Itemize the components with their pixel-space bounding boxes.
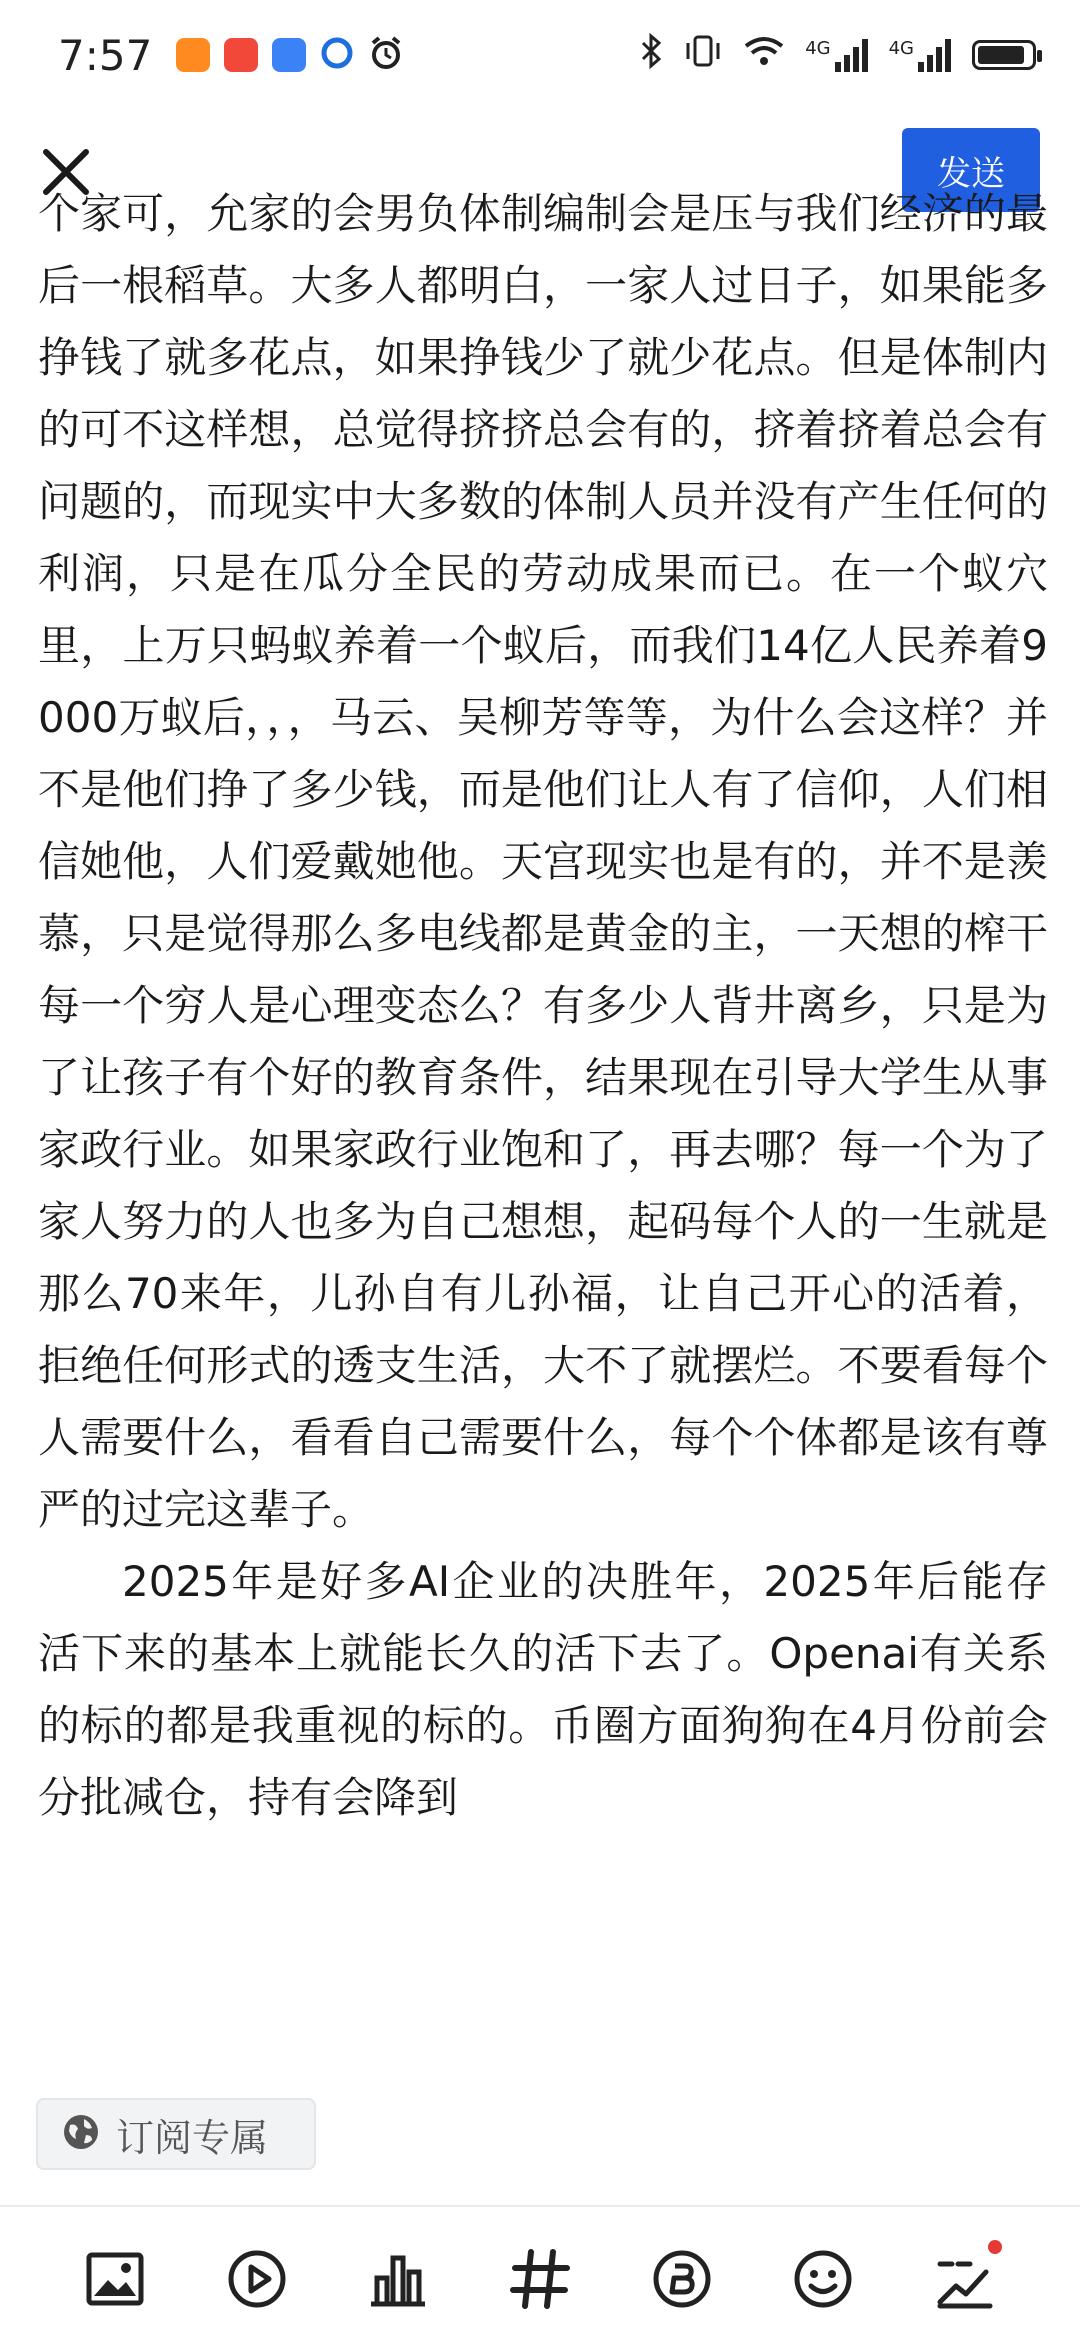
app-notification-icon — [272, 38, 306, 72]
image-icon — [82, 2246, 148, 2312]
alarm-icon — [368, 35, 404, 75]
hashtag-icon — [507, 2246, 573, 2312]
compose-toolbar — [0, 2218, 1080, 2340]
battery-level — [978, 46, 1024, 64]
trend-icon — [932, 2246, 998, 2312]
globe-icon — [62, 2113, 100, 2155]
editor-paragraph: 2025年是好多AI企业的决胜年，2025年后能存活下来的基本上就能长久的活下去了。Openai有关系的标的都是我重视的标的。币圈方面狗狗在4月份前会分批减仓，持有会降到 — [38, 1557, 1048, 1822]
video-icon — [224, 2246, 290, 2312]
app-notification-icon — [320, 36, 354, 74]
network-type-label: 4G — [888, 38, 914, 59]
signal-icon — [805, 38, 868, 72]
status-right — [639, 33, 1036, 77]
battery-icon — [972, 40, 1036, 70]
insert-topic-button[interactable] — [507, 2246, 573, 2312]
signal-icon — [889, 38, 952, 72]
insert-emoji-button[interactable] — [790, 2246, 856, 2312]
send-button[interactable]: 发送 — [902, 128, 1040, 212]
bluetooth-icon — [639, 33, 663, 77]
status-time: 7:57 — [58, 30, 153, 80]
bitcoin-icon — [649, 2246, 715, 2312]
network-type-label: 4G — [805, 38, 831, 59]
emoji-icon — [790, 2246, 856, 2312]
status-left — [58, 31, 404, 80]
subscribe-exclusive-chip[interactable] — [36, 2098, 316, 2170]
insert-chart-button[interactable] — [365, 2246, 431, 2312]
notification-dot — [988, 2240, 1002, 2254]
chart-icon — [365, 2246, 431, 2312]
insert-image-button[interactable] — [82, 2246, 148, 2312]
app-notification-icon — [224, 38, 258, 72]
post-editor[interactable] — [38, 189, 1048, 2050]
status-bar — [0, 0, 1080, 110]
editor-paragraph: 个家可，允家的会男负体制编制会是压与我们经济的最后一根稻草。大多人都明白，一家人过日子，如果能多挣钱了就多花点，如果挣钱少了就少花点。但是体制内的可不这样想，总觉得挤挤总会有的，挤着挤着总会有问题的，而现实中大多数的体制人员并没有产生任何的利润，只是在瓜分全民的劳动成果而已。在一个蚁穴里，上万只蚂蚁养着一个蚁后，而我们14亿人民养着9000万蚁后，，，马云、吴柳芳等等，为什么会这样？并不是他们挣了多少钱，而是他们让人有了信仰，人们相信她他，人们爱戴她他。天宫现实也是有的，并不是羡慕，只是觉得那么多电线都是黄金的主，一天想的榨干每一个穷人是心理变态么？有多少人背井离乡，只是为了让孩子有个好的教育条件，结果现在引导大学生从事家政行业。如果家政行业饱和了，再去哪？每一个为了家人努力的人也多为自己想想，起码每个人的一生就是那么70来年，儿孙自有儿孙福，让自己开心的活着，拒绝任何形式的透支生活，大不了就摆烂。不要看每个人需要什么，看看自己需要什么，每个个体都是该有尊严的过完这辈子。 — [38, 189, 1048, 1534]
insert-crypto-button[interactable] — [649, 2246, 715, 2312]
toolbar-divider — [0, 2205, 1080, 2207]
wifi-icon — [743, 34, 785, 76]
app-notification-icon — [176, 38, 210, 72]
subscribe-chip-label: 订阅专属 — [116, 2115, 269, 2160]
insert-video-button[interactable] — [224, 2246, 290, 2312]
vibrate-icon — [683, 33, 723, 77]
insert-trend-button[interactable] — [932, 2246, 998, 2312]
